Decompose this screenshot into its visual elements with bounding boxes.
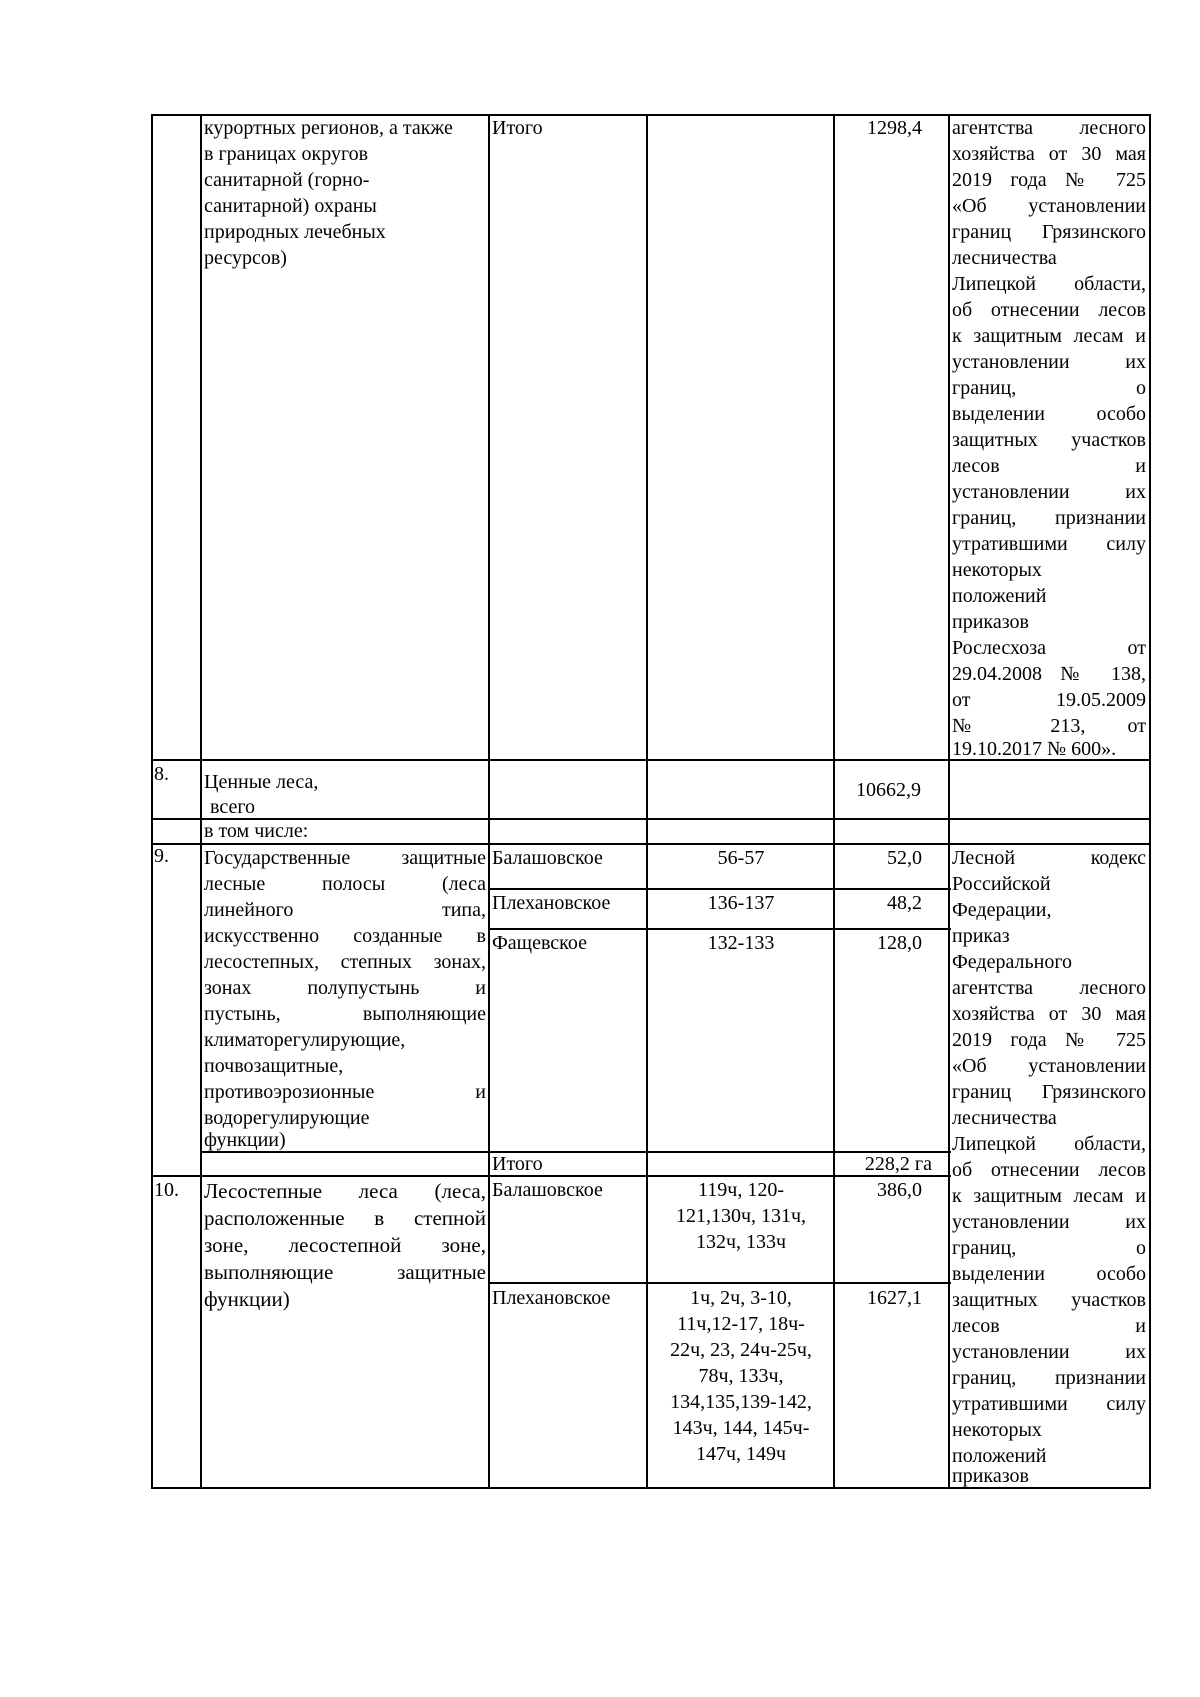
row8-subheader: в том числе: [204,820,309,842]
row7-basis-line: установлении их [952,481,1146,503]
row7-basis-line: границ Грязинского [952,221,1146,243]
row7-basis-line: 2019 года № 725 [952,169,1146,191]
basis2-line: границ, признании [952,1367,1146,1389]
basis2-line: защитных участков [952,1289,1146,1311]
row10-item1-area: 386,0 [877,1179,922,1201]
row9-name-line: зонах полупустынь и [204,977,486,999]
basis2-line: лесничества [952,1107,1057,1129]
basis2-line: Липецкой области, [952,1133,1146,1155]
row7-basis-line: границ, о [952,377,1146,399]
row9-name-line: почвозащитные, [204,1055,344,1077]
row7-area: 1298,4 [867,117,922,139]
basis2-line: Федерального [952,951,1073,973]
row7-basis-line: приказов [952,611,1029,633]
basis2-line: об отнесении лесов [952,1159,1146,1181]
basis2-line: границ Грязинского [952,1081,1146,1103]
row7-basis-line: к защитным лесам и [952,325,1146,347]
row-divider-9-10 [151,1175,951,1177]
row10-item2-forestry: Плехановское [492,1287,611,1309]
row9-name-line: Государственные защитные [204,847,486,869]
row7-basis-line: № 213, от [952,715,1146,737]
basis2-line: Российской [952,873,1051,895]
row7-basis-line: лесничества [952,247,1057,269]
row9-name-line: функции) [204,1129,286,1151]
row9-item1-quarters: 56-57 [717,847,765,869]
row9-item-divider-2 [489,928,951,930]
row10-name-line: функции) [204,1287,290,1311]
basis2-line: установлении их [952,1341,1146,1363]
row7-basis-line: хозяйства от 30 мая [952,143,1146,165]
row7-basis-line: установлении их [952,351,1146,373]
row10-item2-quarters-line: 11ч,12-17, 18ч- [677,1313,805,1335]
row7-basis-line: утратившими силу [952,533,1146,555]
row7-name-line: санитарной (горно- [204,169,370,191]
basis2-line: границ, о [952,1237,1146,1259]
column-divider-1 [200,114,202,1489]
row9-name-line: лесостепных, степных зонах, [204,951,486,973]
row9-item2-forestry: Плехановское [492,892,611,914]
row9-number: 9. [154,845,169,867]
row10-item2-quarters-line: 1ч, 2ч, 3-10, [690,1287,792,1309]
row9-item1-forestry: Балашовское [492,847,603,869]
row9-item-divider-1 [489,888,951,890]
row7-basis-line: Липецкой области, [952,273,1146,295]
basis2-line: некоторых [952,1419,1042,1441]
row7-basis-line: защитных участков [952,429,1146,451]
row9-item1-area: 52,0 [887,847,922,869]
row7-basis-line: границ, признании [952,507,1146,529]
row10-name-line: расположенные в степной [204,1206,486,1230]
basis2-line: приказов [952,1465,1029,1487]
basis2-line: утратившими силу [952,1393,1146,1415]
row7-basis-line: об отнесении лесов [952,299,1146,321]
row7-basis-line: лесов и [952,455,1146,477]
basis2-line: к защитным лесам и [952,1185,1146,1207]
basis2-line: лесов и [952,1315,1146,1337]
row7-basis-line: 29.04.2008 № 138, [952,663,1146,685]
row10-item2-quarters-line: 22ч, 23, 24ч-25ч, [670,1339,812,1361]
column-divider-3 [646,114,648,1489]
row10-item2-quarters-line: 143ч, 144, 145ч- [672,1417,810,1439]
basis2-line: положений [952,1445,1047,1467]
row9-name-line: линейного типа, [204,899,486,921]
row7-name-line: природных лечебных [204,221,386,243]
row10-item2-quarters-line: 134,135,139-142, [670,1391,812,1413]
row10-item1-quarters-line: 121,130ч, 131ч, [675,1205,807,1227]
row7-basis-line: положений [952,585,1047,607]
row7-name-line: ресурсов) [204,247,287,269]
column-divider-2 [488,114,490,1489]
row9-name-line: водорегулирующие [204,1107,370,1129]
row9-name-line: лесные полосы (леса [204,873,486,895]
table-border-left [151,114,153,1489]
row7-basis-line: «Об установлении [952,195,1146,217]
row10-name-line: Лесостепные леса (леса, [204,1179,486,1203]
row7-name-line: курортных регионов, а также [204,117,453,139]
row10-item1-quarters-line: 132ч, 133ч [695,1231,787,1253]
row9-name-line: климаторегулирующие, [204,1029,406,1051]
row10-name-line: зоне, лесостепной зоне, [204,1233,486,1257]
row8-area: 10662,9 [856,779,921,801]
column-divider-4 [833,114,835,1489]
row9-name-line: противоэрозионные и [204,1081,486,1103]
row7-name-line: в границах округов [204,143,369,165]
row10-item1-quarters-line: 119ч, 120- [698,1179,784,1201]
row8-name-line: всего [210,796,256,818]
row7-basis-line: агентства лесного [952,117,1146,139]
basis2-line: установлении их [952,1211,1146,1233]
basis2-line: хозяйства от 30 мая [952,1003,1146,1025]
row7-basis-line: 19.10.2017 № 600». [952,738,1117,760]
row7-basis-line: некоторых [952,559,1042,581]
row8-number: 8. [154,763,169,785]
basis2-line: Лесной кодекс [952,847,1146,869]
row7-basis-line: выделении особо [952,403,1146,425]
basis2-line: приказ [952,925,1010,947]
row10-item2-area: 1627,1 [867,1287,922,1309]
row9-name-line: искусственно созданные в [204,925,486,947]
row9-item3-forestry: Фащевское [492,932,587,954]
basis2-line: Федерации, [952,899,1052,921]
basis2-line: агентства лесного [952,977,1146,999]
row10-item2-quarters-line: 78ч, 133ч, [698,1365,784,1387]
table-border-right [1149,114,1151,1489]
row10-item-divider [489,1282,951,1284]
row9-item2-area: 48,2 [887,892,922,914]
row7-basis-line: от 19.05.2009 [952,689,1146,711]
row9-item3-area: 128,0 [877,932,922,954]
row9-total-area: 228,2 га [864,1153,932,1175]
basis2-line: 2019 года № 725 [952,1029,1146,1051]
row10-name-line: выполняющие защитные [204,1260,486,1284]
row9-total-label: Итого [492,1153,543,1175]
row9-item2-quarters: 136-137 [707,892,775,914]
row7-basis-line: Рослесхоза от [952,637,1146,659]
basis2-line: «Об установлении [952,1055,1146,1077]
row10-item1-forestry: Балашовское [492,1179,603,1201]
row10-item2-quarters-line: 147ч, 149ч [695,1443,787,1465]
row10-number: 10. [154,1179,179,1201]
row7-forestry-total: Итого [492,117,543,139]
row9-name-line: пустынь, выполняющие [204,1003,486,1025]
row7-name-line: санитарной) охраны [204,195,377,217]
column-divider-5 [948,114,950,1489]
basis2-line: выделении особо [952,1263,1146,1285]
row9-item3-quarters: 132-133 [707,932,775,954]
row8-name-line: Ценные леса, [204,771,319,793]
